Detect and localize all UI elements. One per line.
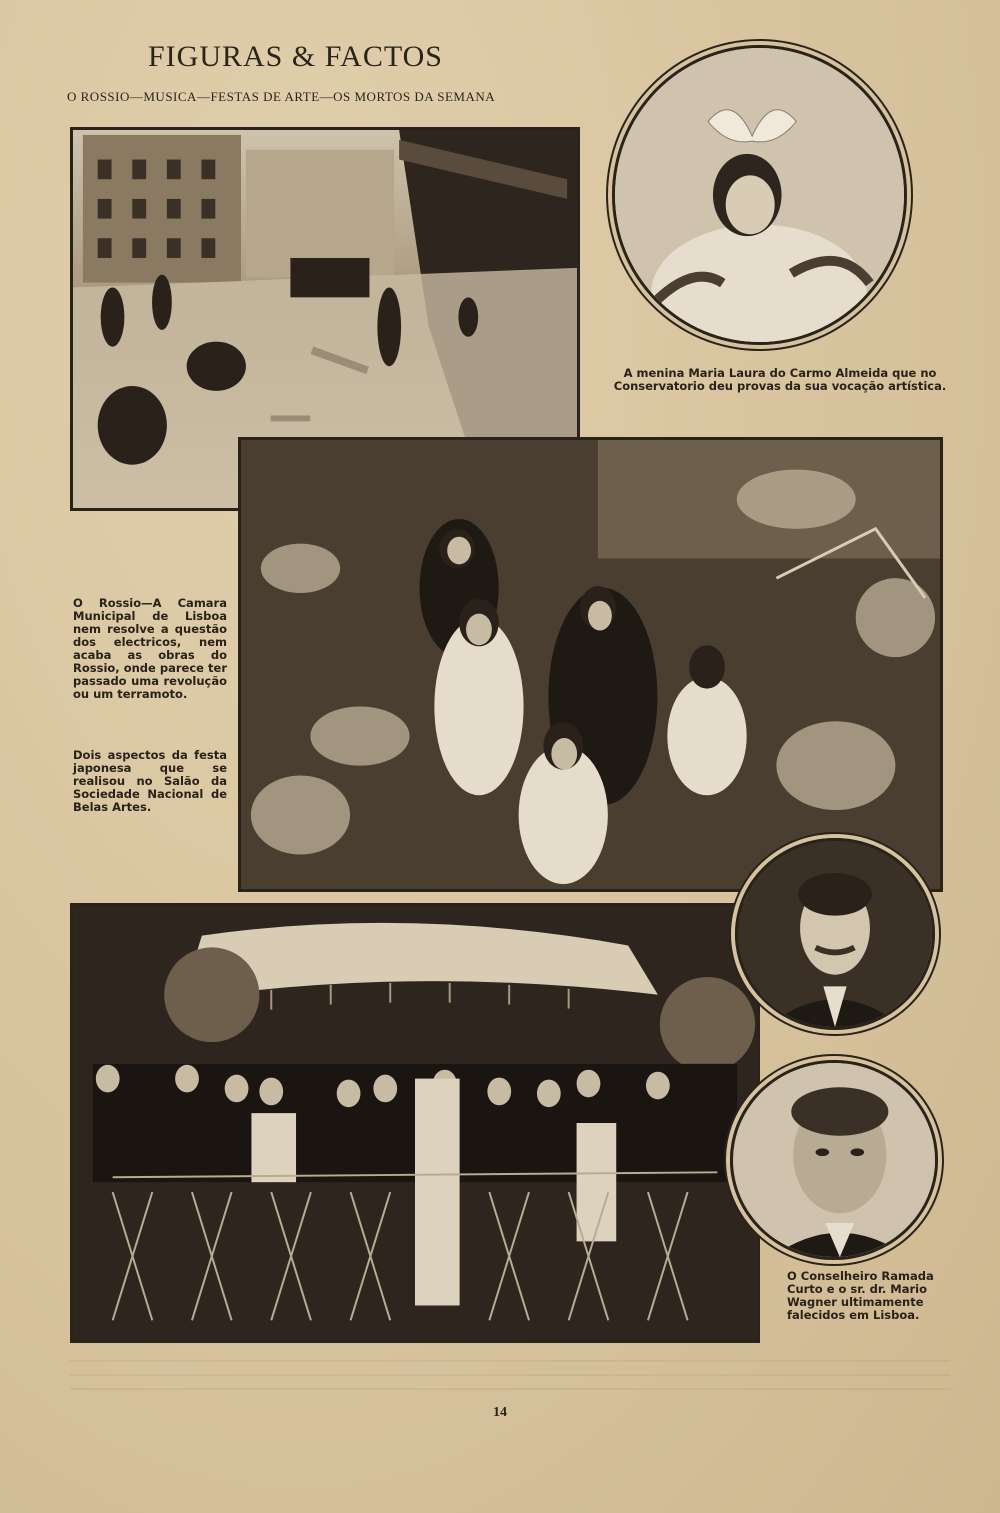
show-through-lines	[70, 1360, 950, 1390]
festa-2-image	[73, 906, 757, 1340]
photo-ramada-curto	[735, 838, 935, 1030]
caption-rossio: O Rossio—A Camara Municipal de Lisboa nem resolve a questão dos electricos, nem acaba as obras do Rossio, onde parece ter passado uma revolução ou um terramoto.	[73, 596, 227, 701]
caption-girl: A menina Maria Laura do Carmo Almeida que no Conservatorio deu provas da sua vocação artística.	[613, 366, 947, 393]
caption-mortos: O Conselheiro Ramada Curto e o sr. dr. Mario Wagner ultimamente falecidos em Lisboa.	[787, 1269, 934, 1322]
festa-1-image	[241, 440, 940, 889]
photo-festa-1	[238, 437, 943, 892]
page-number: 14	[493, 1405, 507, 1420]
ramada-curto-image	[738, 841, 932, 1027]
mario-wagner-image	[733, 1063, 935, 1257]
photo-girl-portrait	[612, 45, 907, 345]
page-subtitle: O ROSSIO—MUSICA—FESTAS DE ARTE—OS MORTOS DA SEMANA	[67, 89, 496, 104]
page-title: FIGURAS & FACTOS	[148, 40, 443, 73]
photo-festa-2	[70, 903, 760, 1343]
girl-portrait-image	[615, 48, 904, 342]
caption-festa: Dois aspectos da festa japonesa que se realisou no Salão da Sociedade Nacional de Belas Artes.	[73, 748, 227, 814]
photo-mario-wagner	[730, 1060, 938, 1260]
